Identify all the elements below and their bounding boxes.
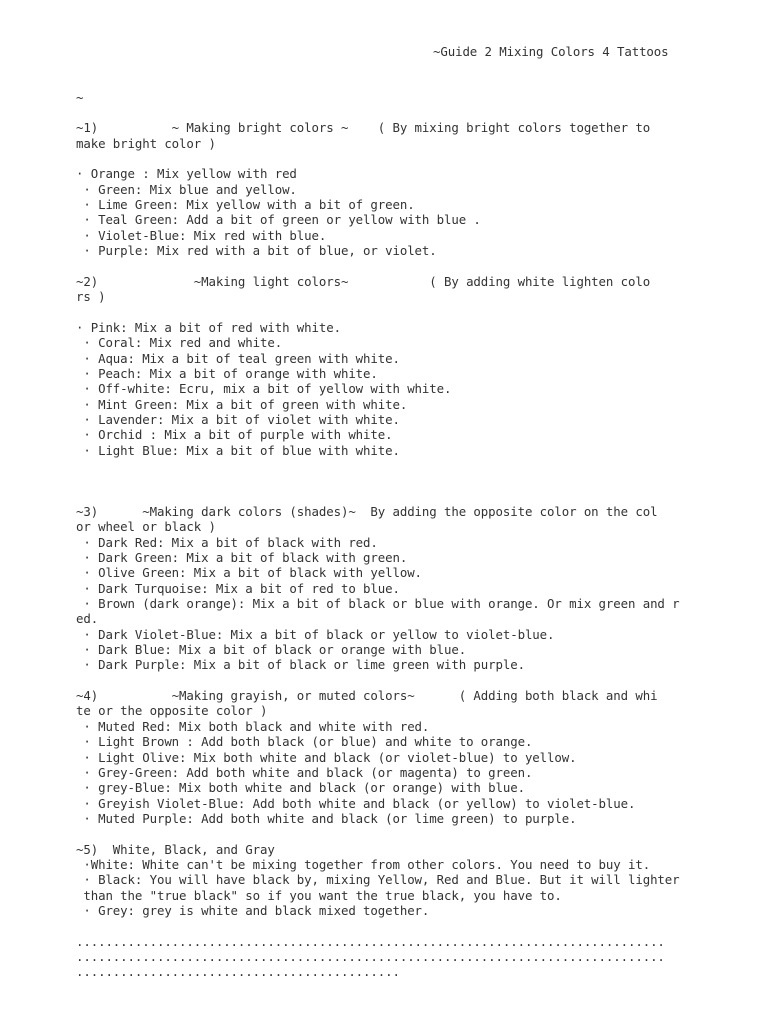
text-line: · Olive Green: Mix a bit of black with yellow. <box>76 565 422 581</box>
text-line: · Lime Green: Mix yellow with a bit of green. <box>76 197 415 213</box>
text-line: · Grey: grey is white and black mixed together. <box>76 902 430 918</box>
text-line: · Dark Violet-Blue: Mix a bit of black or yellow to violet-blue. <box>76 626 555 642</box>
text-line: · Light Olive: Mix both white and black (or violet-blue) to yellow. <box>76 749 577 765</box>
blank-line <box>76 489 716 504</box>
blank-line <box>76 918 716 933</box>
text-line: · Brown (dark orange): Mix a bit of black or blue with orange. Or mix green and r <box>76 596 680 612</box>
text-line: · Off-white: Ecru, mix a bit of yellow with white. <box>76 381 452 397</box>
blank-line <box>76 826 716 841</box>
text-line: · Grey-Green: Add both white and black (or magenta) to green. <box>76 764 533 780</box>
text-line: ~5) White, Black, and Gray <box>76 841 275 857</box>
blank-line <box>76 259 716 274</box>
text-line: · Greyish Violet-Blue: Add both white and black (or yellow) to violet-blue. <box>76 795 636 811</box>
text-line: · Purple: Mix red with a bit of blue, or violet. <box>76 243 437 259</box>
blank-line <box>76 151 716 166</box>
text-line: · Light Brown : Add both black (or blue) and white to orange. <box>76 734 533 750</box>
text-line: · Mint Green: Mix a bit of green with white. <box>76 396 408 412</box>
text-line: · Orchid : Mix a bit of purple with white. <box>76 427 393 443</box>
text-line: ~1) ~ Making bright colors ~ ( By mixing bright colors together to <box>76 120 651 136</box>
text-line: ed. <box>76 611 99 627</box>
text-line: · Coral: Mix red and white. <box>76 335 283 351</box>
document-title: ~Guide 2 Mixing Colors 4 Tattoos <box>433 43 669 59</box>
text-line: · Muted Red: Mix both black and white with red. <box>76 718 430 734</box>
text-line: · Green: Mix blue and yellow. <box>76 181 297 197</box>
text-line: ................................................................................ <box>76 933 665 949</box>
text-line: · Dark Red: Mix a bit of black with red. <box>76 534 378 550</box>
text-line: ............................................ <box>76 964 400 980</box>
text-line: or wheel or black ) <box>76 519 216 535</box>
text-line: make bright color ) <box>76 135 216 151</box>
text-line: · Teal Green: Add a bit of green or yellow with blue . <box>76 212 481 228</box>
text-line: · Dark Turquoise: Mix a bit of red to blue. <box>76 580 400 596</box>
text-line: te or the opposite color ) <box>76 703 268 719</box>
text-line: · Dark Green: Mix a bit of black with green. <box>76 550 408 566</box>
text-line: than the "true black" so if you want the true black, you have to. <box>76 887 562 903</box>
document-body <box>76 13 716 980</box>
blank-line <box>76 105 716 120</box>
blank-line <box>76 458 716 473</box>
text-line: · Orange : Mix yellow with red <box>76 166 297 182</box>
text-line: · Violet-Blue: Mix red with blue. <box>76 227 327 243</box>
text-line: ·White: White can't be mixing together from other colors. You need to buy it. <box>76 856 651 872</box>
blank-line <box>76 473 716 488</box>
text-line: ~ <box>76 89 84 105</box>
text-line: ~4) ~Making grayish, or muted colors~ ( Adding both black and whi <box>76 688 658 704</box>
blank-line <box>76 673 716 688</box>
text-line: · Black: You will have black by, mixing Yellow, Red and Blue. But it will lighter <box>76 872 680 888</box>
text-line: ~2) ~Making light colors~ ( By adding white lighten colo <box>76 273 651 289</box>
text-line: · Light Blue: Mix a bit of blue with white. <box>76 442 400 458</box>
text-line: · Lavender: Mix a bit of violet with white. <box>76 411 400 427</box>
text-line: · grey-Blue: Mix both white and black (or orange) with blue. <box>76 780 525 796</box>
text-line: ................................................................................ <box>76 948 665 964</box>
text-line: · Dark Purple: Mix a bit of black or lime green with purple. <box>76 657 525 673</box>
text-line: · Dark Blue: Mix a bit of black or orange with blue. <box>76 642 467 658</box>
blank-line <box>76 305 716 320</box>
text-line: · Peach: Mix a bit of orange with white. <box>76 365 378 381</box>
text-line: · Aqua: Mix a bit of teal green with white. <box>76 350 400 366</box>
text-line: · Muted Purple: Add both white and black (or lime green) to purple. <box>76 810 577 826</box>
text-line: ~3) ~Making dark colors (shades)~ By adding the opposite color on the col <box>76 504 658 519</box>
text-line: · Pink: Mix a bit of red with white. <box>76 319 341 335</box>
text-line: rs ) <box>76 289 106 305</box>
